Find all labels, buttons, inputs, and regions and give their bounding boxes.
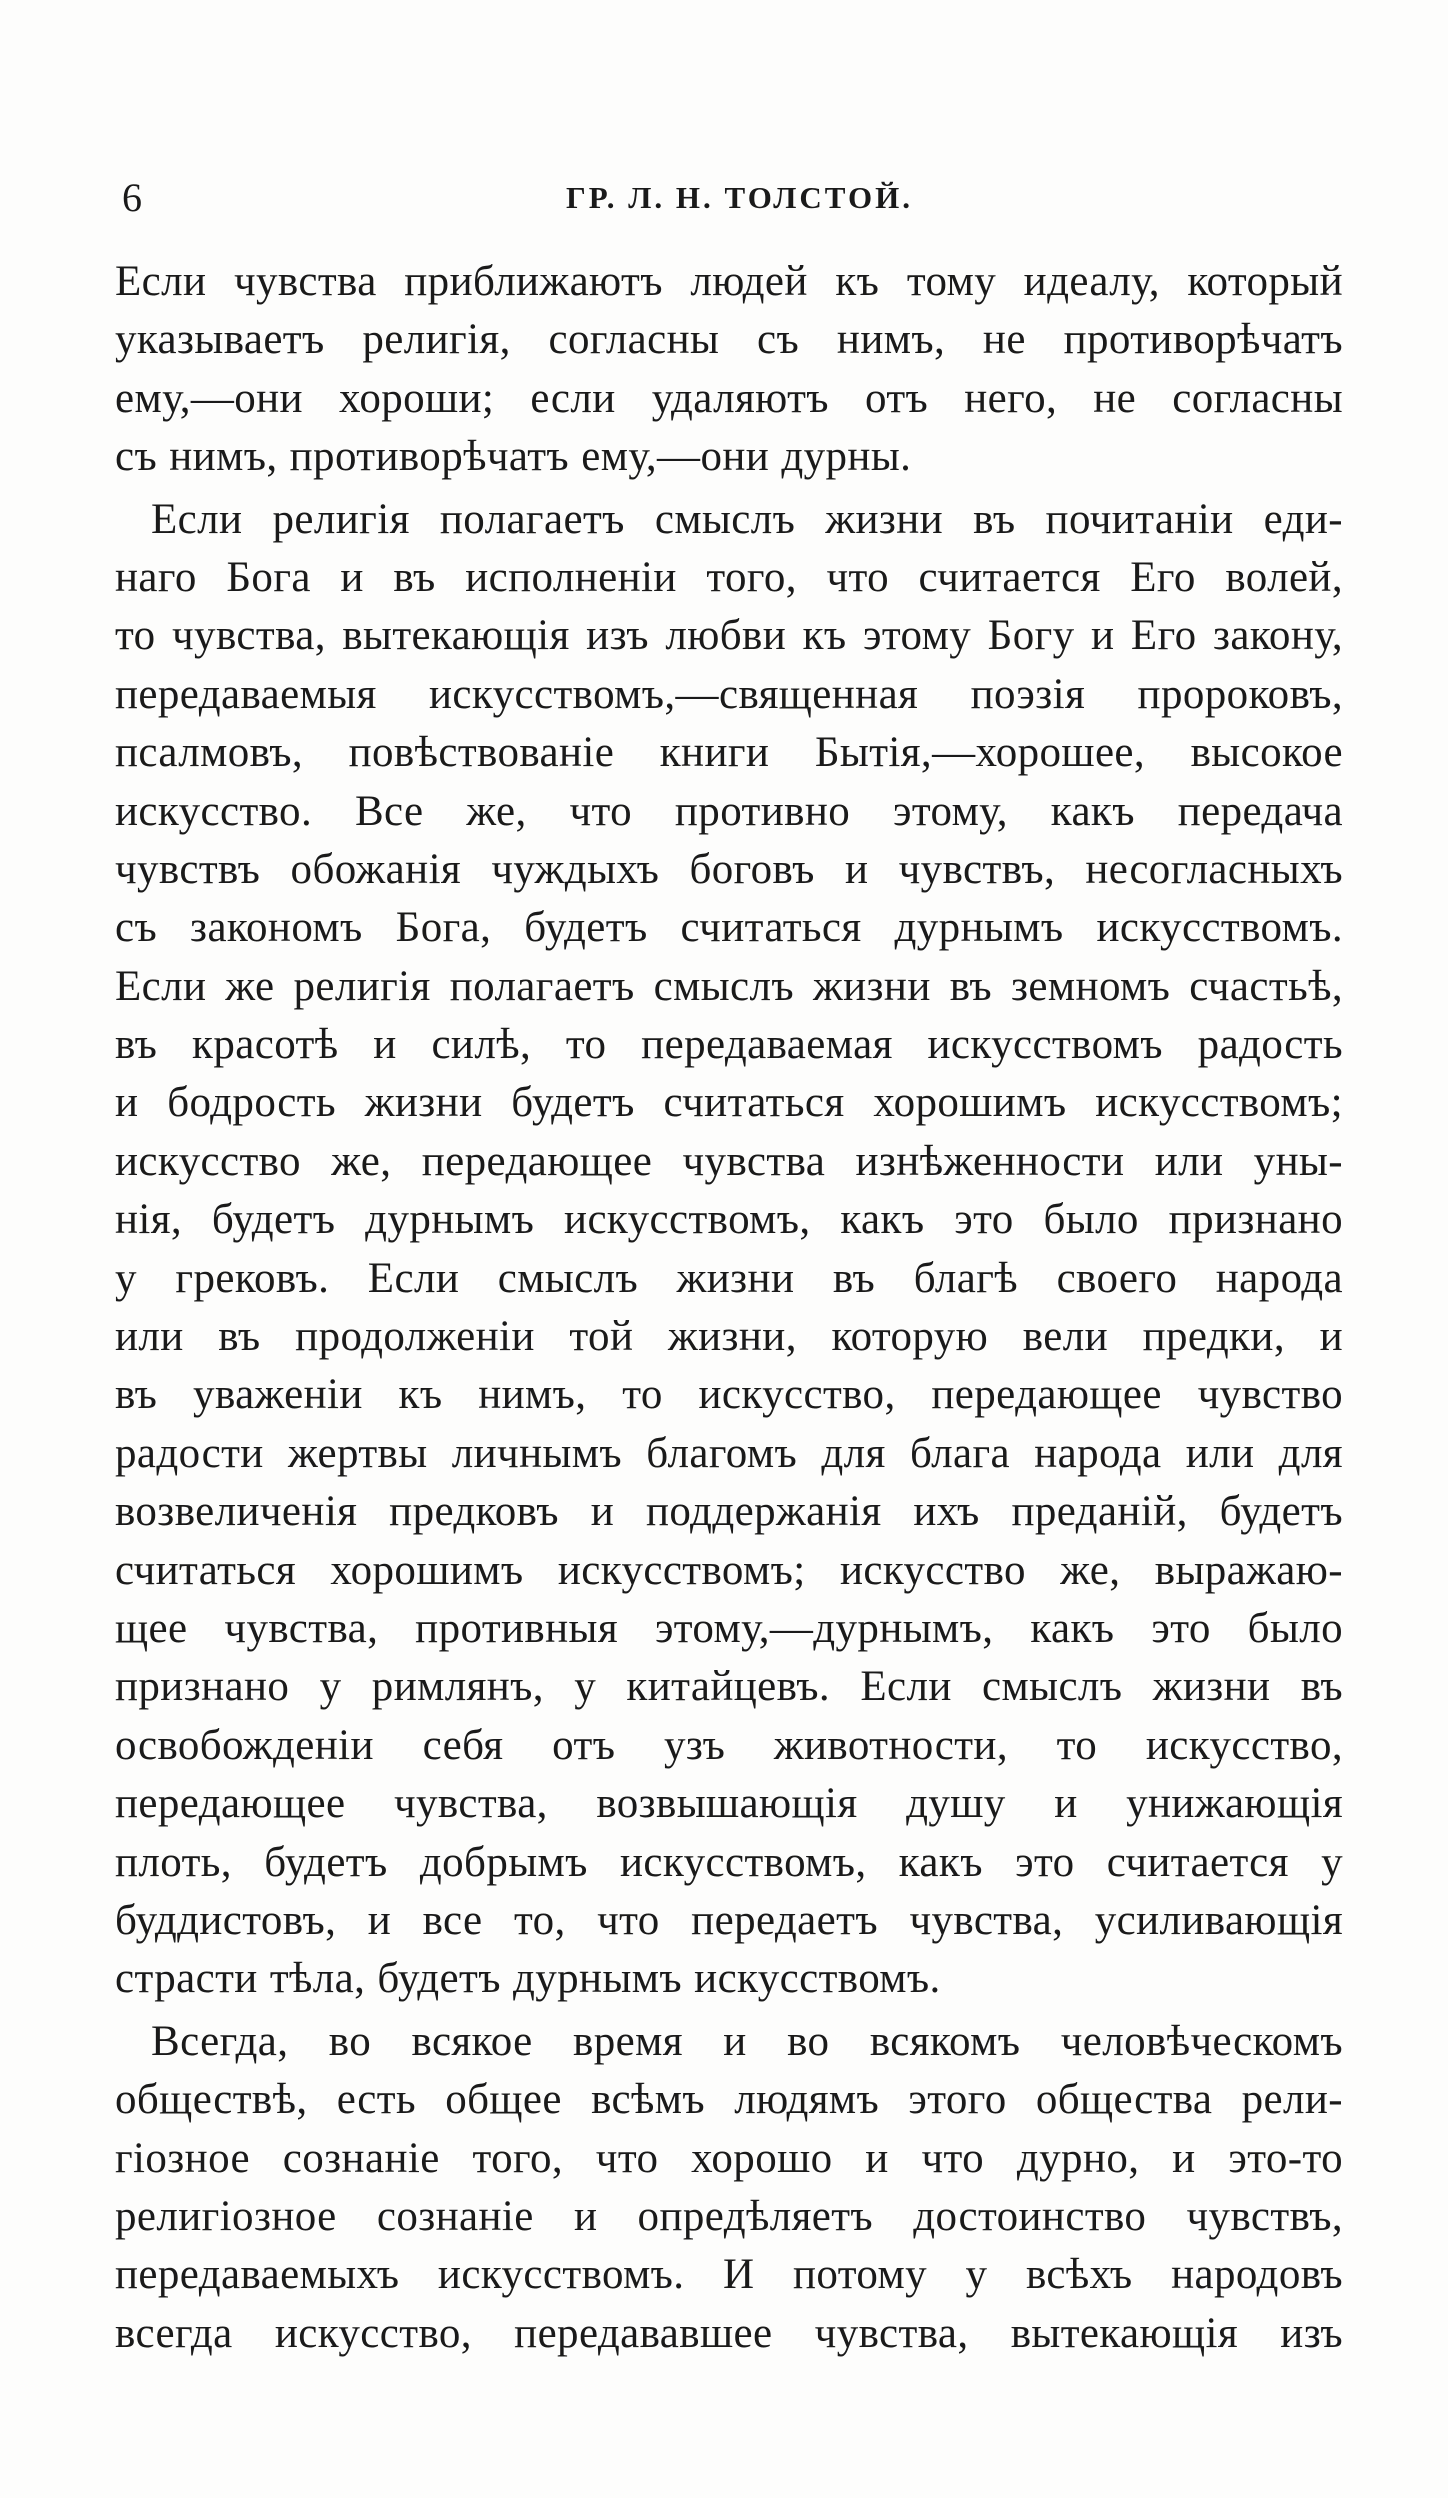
page-number: 6 [122,175,142,220]
text-line: обществѣ, есть общее всѣмъ людямъ этого общества рели- [115,2076,1343,2124]
text-line: нія, будетъ дурнымъ искусствомъ, какъ это было признано [115,1196,1343,1244]
text-line: искусство. Все же, что противно этому, какъ передача [115,787,1343,835]
text-line: гіозное сознаніе того, что хорошо и что дурно, и это-то [115,2134,1343,2182]
text-line: признано у римлянъ, у китайцевъ. Если смыслъ жизни въ [115,1663,1343,1711]
body-text [115,253,1343,2363]
text-line: Всегда, во всякое время и во всякомъ человѣческомъ [151,2017,1343,2065]
text-line: щее чувства, противныя этому,—дурнымъ, какъ это было [115,1604,1343,1652]
text-line: радости жертвы личнымъ благомъ для блага народа или для [115,1429,1343,1477]
text-line: съ закономъ Бога, будетъ считаться дурнымъ искусствомъ. [115,904,1343,952]
text-line: и бодрость жизни будетъ считаться хорошимъ искусствомъ; [115,1079,1343,1127]
text-line: у грековъ. Если смыслъ жизни въ благѣ своего народа [115,1254,1343,1302]
text-line: наго Бога и въ исполненіи того, что считается Его волей, [115,553,1343,601]
text-line: въ уваженіи къ нимъ, то искусство, передающее чувство [115,1371,1343,1419]
paragraph-2 [115,491,1343,2009]
text-line: Если же религія полагаетъ смыслъ жизни въ земномъ счастьѣ, [115,962,1343,1010]
text-line: религіозное сознаніе и опредѣляетъ достоинство чувствъ, [115,2192,1343,2240]
text-line: указываетъ религія, согласны съ нимъ, не противорѣчатъ [115,316,1343,364]
text-line: съ нимъ, противорѣчатъ ему,—они дурны. [115,433,912,481]
text-line: то чувства, вытекающія изъ любви къ этому Богу и Его закону, [115,612,1343,660]
text-line: плоть, будетъ добрымъ искусствомъ, какъ это считается у [115,1838,1343,1886]
text-line: передающее чувства, возвышающія душу и унижающія [115,1780,1343,1828]
text-line: передаваемыя искусствомъ,—священная поэзія пророковъ, [115,670,1343,718]
paragraph-1 [115,253,1343,487]
text-line: ему,—они хороши; если удаляютъ отъ него, не согласны [115,374,1343,422]
paragraph-3 [115,2013,1343,2363]
text-line: страсти тѣла, будетъ дурнымъ искусствомъ. [115,1955,941,2003]
text-line: считаться хорошимъ искусствомъ; искусство же, выражаю- [115,1546,1343,1594]
text-line: буддистовъ, и все то, что передаетъ чувства, усиливающія [115,1896,1343,1944]
text-line: освобожденіи себя отъ узъ животности, то искусство, [115,1721,1343,1769]
text-line: Если религія полагаетъ смыслъ жизни въ почитаніи еди- [151,495,1343,543]
text-line: возвеличенія предковъ и поддержанія ихъ преданій, будетъ [115,1488,1343,1536]
running-head [122,170,1337,230]
text-line: Если чувства приближаютъ людей къ тому идеалу, который [115,258,1343,305]
text-line: псалмовъ, повѣствованіе книги Бытія,—хорошее, высокое [115,729,1343,777]
text-line: всегда искусство, передававшее чувства, вытекающія изъ [115,2309,1343,2357]
running-title: ГР. Л. Н. ТОЛСТОЙ. [565,180,914,215]
text-line: искусство же, передающее чувства изнѣженности или уны- [115,1137,1343,1185]
text-line: въ красотѣ и силѣ, то передаваемая искусствомъ радость [115,1021,1343,1069]
text-line: передаваемыхъ искусствомъ. И потому у всѣхъ народовъ [115,2251,1343,2299]
text-line: чувствъ обожанія чуждыхъ боговъ и чувствъ, несогласныхъ [115,845,1343,893]
text-line: или въ продолженіи той жизни, которую вели предки, и [115,1313,1343,1361]
